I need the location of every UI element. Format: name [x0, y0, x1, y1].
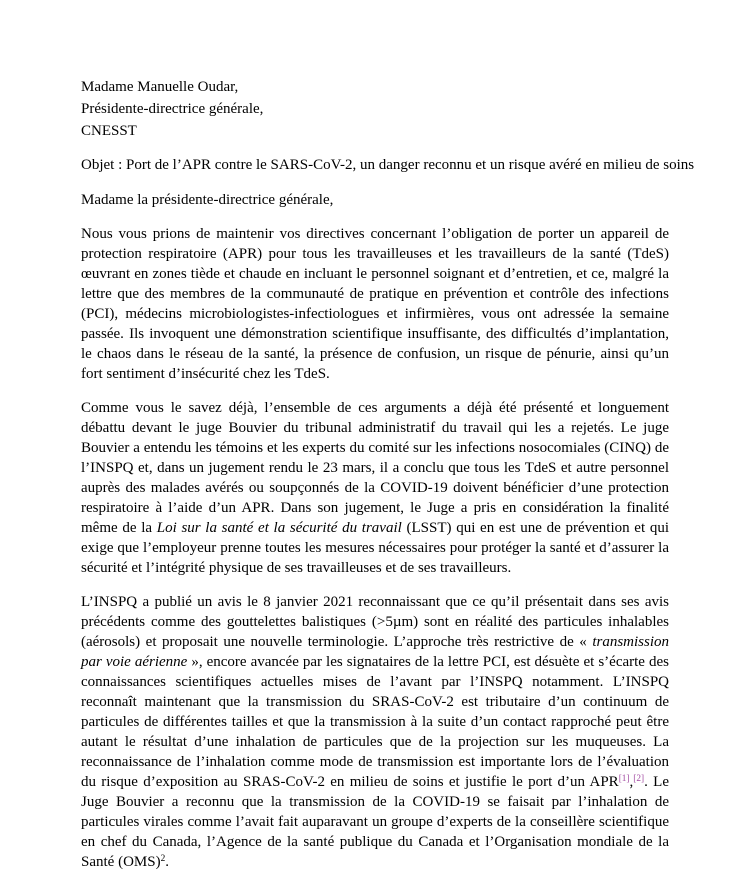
recipient-block [81, 76, 669, 142]
recipient-organization: CNESST [81, 123, 137, 139]
text-run: (LSST) qui en est une de prévention et qui exige que l’employeur prenne toutes les mesures nécessaires pour protéger la santé et d’assurer la sécurité et l’intégrité physique de ses travailleuses et de ses travailleurs. [81, 520, 669, 576]
footnote-ref-1[interactable]: [1] [618, 773, 630, 784]
subject-line: Objet : Port de l’APR contre le SARS-CoV-2, un danger reconnu et un risque avéré en milieu de soins [81, 157, 695, 173]
text-run: Nous vous prions de maintenir vos directives concernant l’obligation de porter un appareil de protection respiratoire (APR) pour tous les travailleuses et les travailleurs de la santé (TdeS) œuvrant en zones tiède et chaude en incluant le personnel soignant et d’entretien, et ce, malgré la lettre que des membres de la communauté de pratique en prévention et contrôle des infections (PCI), médecins microbiologistes-infectiologues et infirmières, vous ont adressée la semaine passée. Ils invoquent une démonstration scientifique insuffisante, des difficultés d’implantation, le chaos dans le réseau de la santé, la présence de confusion, un risque de pénurie, ainsi qu’un fort sentiment d’insécurité chez les TdeS. [81, 226, 669, 382]
footnote-ref-2[interactable]: [2] [633, 773, 645, 784]
text-run: Comme vous le savez déjà, l’ensemble de ces arguments a déjà été présenté et longuement débattu devant le juge Bouvier du tribunal administratif du travail qui les a rejetés. Le juge Bouvier a entendu les témoins et les experts du comité sur les infections nosocomiales (CINQ) de l’INSPQ et, dans un jugement rendu le 23 mars, il a conclu que tous les TdeS et autre personnel auprès des malades avérés ou soupçonnés de la COVID-19 doivent bénéficier d’une protection respiratoire à l’aide d’un APR. Dans son jugement, le Juge a pris en considération la finalité même de la [81, 400, 669, 536]
paragraph-3 [81, 592, 669, 872]
recipient-name: Madame Manuelle Oudar, [81, 79, 239, 95]
text-run: . [165, 854, 169, 870]
paragraph-1 [81, 224, 669, 384]
text-run: », encore avancée par les signataires de la lettre PCI, est désuète et s’écarte des connaissances scientifiques actuelles mises de l’avant par l’INSPQ notamment. L’INSPQ reconnaît maintenant que la transmission du SRAS-CoV-2 est tributaire d’un continuum de particules de différentes tailles et que la transmission à la suite d’un contact rapproché peut être autant le résultat d’une inhalation de particules que de la projection sur les muqueuses. La reconnaissance de l’inhalation comme mode de transmission est importante lors de l’évaluation du risque d’exposition au SRAS-CoV-2 en milieu de soins et justifie le port d’un APR [81, 654, 669, 790]
letter-paragraphs [81, 224, 669, 872]
text-run: , [629, 774, 634, 790]
text-run: . Le Juge Bouvier a reconnu que la transmission de la COVID-19 se faisait par l’inhalation de particules virales comme l’avait fait auparavant un groupe d’experts de la conseillère scientifique en chef du Canada, l’Agence de la santé publique du Canada et l’Organisation mondiale de la Santé (OMS) [81, 774, 669, 870]
text-run: L’INSPQ a publié un avis le 8 janvier 2021 reconnaissant que ce qu’il présentait dans ses avis précédents comme des gouttelettes balistiques (>5µm) sont en réalité des particules inhalables (aérosols) et proposait une nouvelle terminologie. L’approche très restrictive de « [81, 594, 669, 650]
footnote-ref-oms: 2 [160, 853, 166, 864]
italic-phrase: Loi sur la santé et la sécurité du travail [156, 520, 402, 536]
paragraph-2 [81, 398, 669, 578]
salutation: Madame la présidente-directrice générale, [81, 192, 334, 208]
italic-phrase: transmission par voie aérienne [81, 634, 669, 670]
recipient-title: Présidente-directrice générale, [81, 101, 264, 117]
